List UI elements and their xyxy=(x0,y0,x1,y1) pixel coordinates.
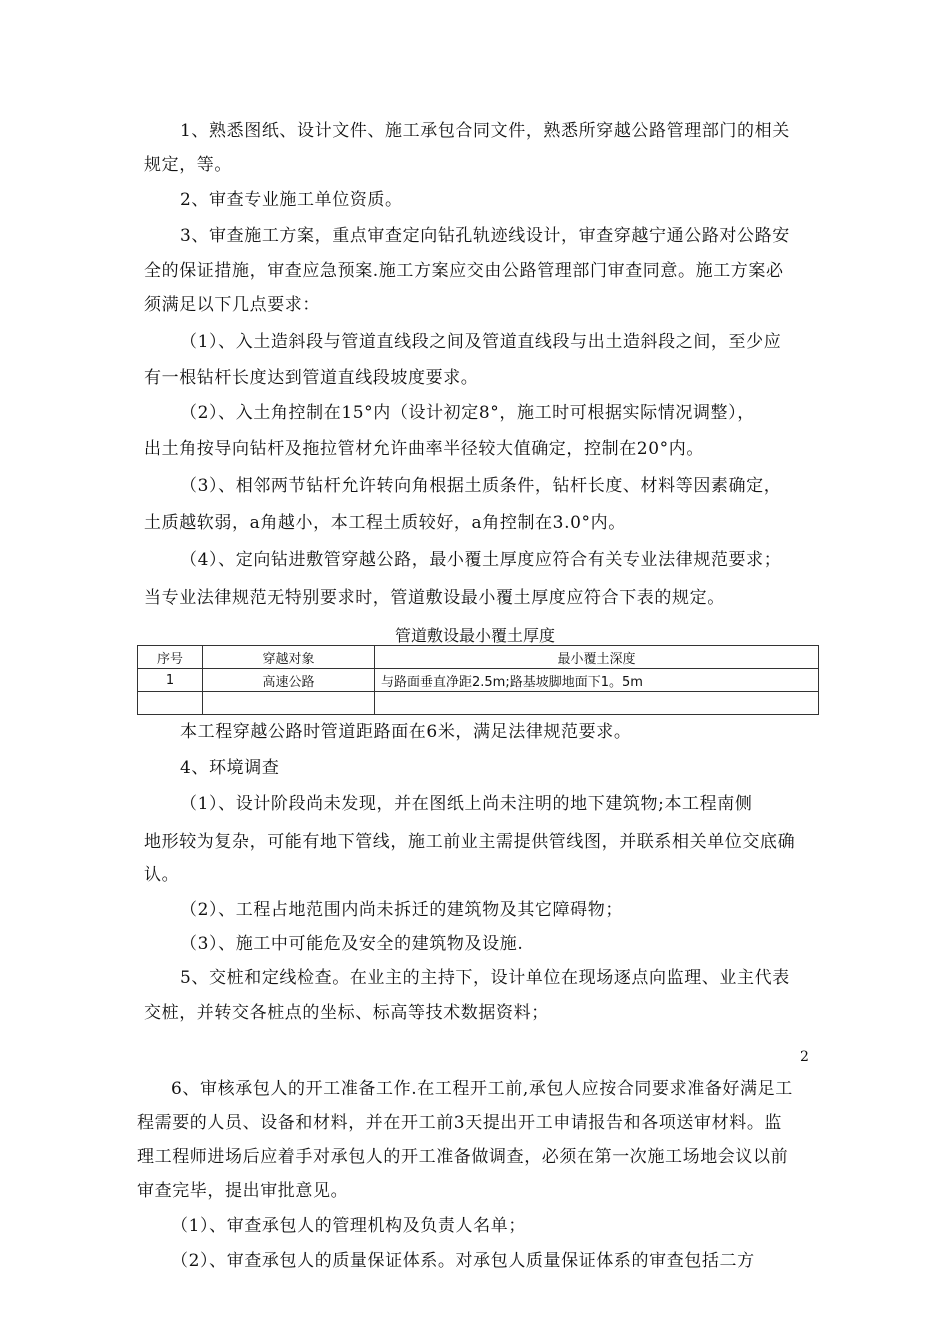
paragraph-line: 5、交桩和定线检查。在业主的主持下，设计单位在现场逐点向监理、业主代表 xyxy=(180,968,790,988)
paragraph-line: 6、审核承包人的开工准备工作.在工程开工前,承包人应按合同要求准备好满足工 xyxy=(171,1079,793,1099)
paragraph-line: 3、审查施工方案，重点审查定向钻孔轨迹线设计，审查穿越宁通公路对公路安 xyxy=(180,226,790,246)
paragraph-line: （3）、相邻两节钻杆允许转向角根据土质条件，钻杆长度、材料等因素确定， xyxy=(180,476,782,496)
table-header-cell: 最小覆土深度 xyxy=(375,646,819,669)
paragraph-line: 出土角按导向钻杆及拖拉管材允许曲率半径较大值确定，控制在20°内。 xyxy=(144,439,704,459)
table-caption: 管道敷设最小覆土厚度 xyxy=(394,626,555,645)
paragraph-line: （1）、审查承包人的管理机构及负责人名单； xyxy=(171,1216,526,1236)
table-header-row xyxy=(138,646,819,669)
paragraph-line: 本工程穿越公路时管道距路面在6米，满足法律规范要求。 xyxy=(180,722,632,742)
table-row xyxy=(138,692,819,715)
paragraph-line: 4、环境调查 xyxy=(180,758,280,778)
paragraph-line: 土质越软弱，a角越小，本工程土质较好，a角控制在3.0°内。 xyxy=(144,513,626,533)
paragraph-line: 全的保证措施，审查应急预案.施工方案应交由公路管理部门审查同意。施工方案必 xyxy=(144,261,784,281)
table-row xyxy=(138,669,819,692)
paragraph-line: （1）、设计阶段尚未发现，并在图纸上尚未注明的地下建筑物;本工程南侧 xyxy=(180,794,753,814)
paragraph-line: 交桩，并转交各桩点的坐标、标高等技术数据资料； xyxy=(144,1003,549,1023)
table-cell: 高速公路 xyxy=(203,669,375,692)
table-cell: 1 xyxy=(138,669,203,692)
paragraph-line: 1、熟悉图纸、设计文件、施工承包合同文件，熟悉所穿越公路管理部门的相关 xyxy=(180,121,790,141)
paragraph-line: 认。 xyxy=(144,865,180,885)
paragraph-line: （2）、工程占地范围内尚未拆迁的建筑物及其它障碍物； xyxy=(180,900,623,920)
paragraph-line: 须满足以下几点要求： xyxy=(144,295,320,315)
paragraph-line: （2）、入土角控制在15°内（设计初定8°，施工时可根据实际情况调整）， xyxy=(180,403,755,423)
page-number: 2 xyxy=(800,1049,809,1065)
paragraph-line: 审查完毕，提出审批意见。 xyxy=(137,1181,349,1201)
paragraph-line: 有一根钻杆长度达到管道直线段坡度要求。 xyxy=(144,368,479,388)
table-header-cell: 穿越对象 xyxy=(203,646,375,669)
paragraph-line: 程需要的人员、设备和材料，并在开工前3天提出开工申请报告和各项送审材料。监 xyxy=(137,1113,783,1133)
min-cover-table xyxy=(137,645,819,715)
paragraph-line: 理工程师进场后应着手对承包人的开工准备做调查，必须在第一次施工场地会议以前 xyxy=(137,1147,789,1167)
paragraph-line: （4）、定向钻进敷管穿越公路，最小覆土厚度应符合有关专业法律规范要求； xyxy=(180,550,782,570)
table-cell xyxy=(375,692,819,715)
table-cell xyxy=(138,692,203,715)
paragraph-line: （3）、施工中可能危及安全的建筑物及设施. xyxy=(180,934,524,954)
table-header-cell: 序号 xyxy=(138,646,203,669)
paragraph-line: 地形较为复杂，可能有地下管线，施工前业主需提供管线图，并联系相关单位交底确 xyxy=(144,832,796,852)
paragraph-line: 2、审查专业施工单位资质。 xyxy=(180,190,403,210)
paragraph-line: （1）、入土造斜段与管道直线段之间及管道直线段与出土造斜段之间，至少应 xyxy=(180,332,782,352)
paragraph-line: （2）、审查承包人的质量保证体系。对承包人质量保证体系的审查包括二方 xyxy=(171,1251,755,1271)
table-cell: 与路面垂直净距2.5m;路基坡脚地面下1。5m xyxy=(375,669,819,692)
paragraph-line: 规定，等。 xyxy=(144,155,232,175)
paragraph-line: 当专业法律规范无特别要求时，管道敷设最小覆土厚度应符合下表的规定。 xyxy=(144,588,725,608)
table-cell xyxy=(203,692,375,715)
